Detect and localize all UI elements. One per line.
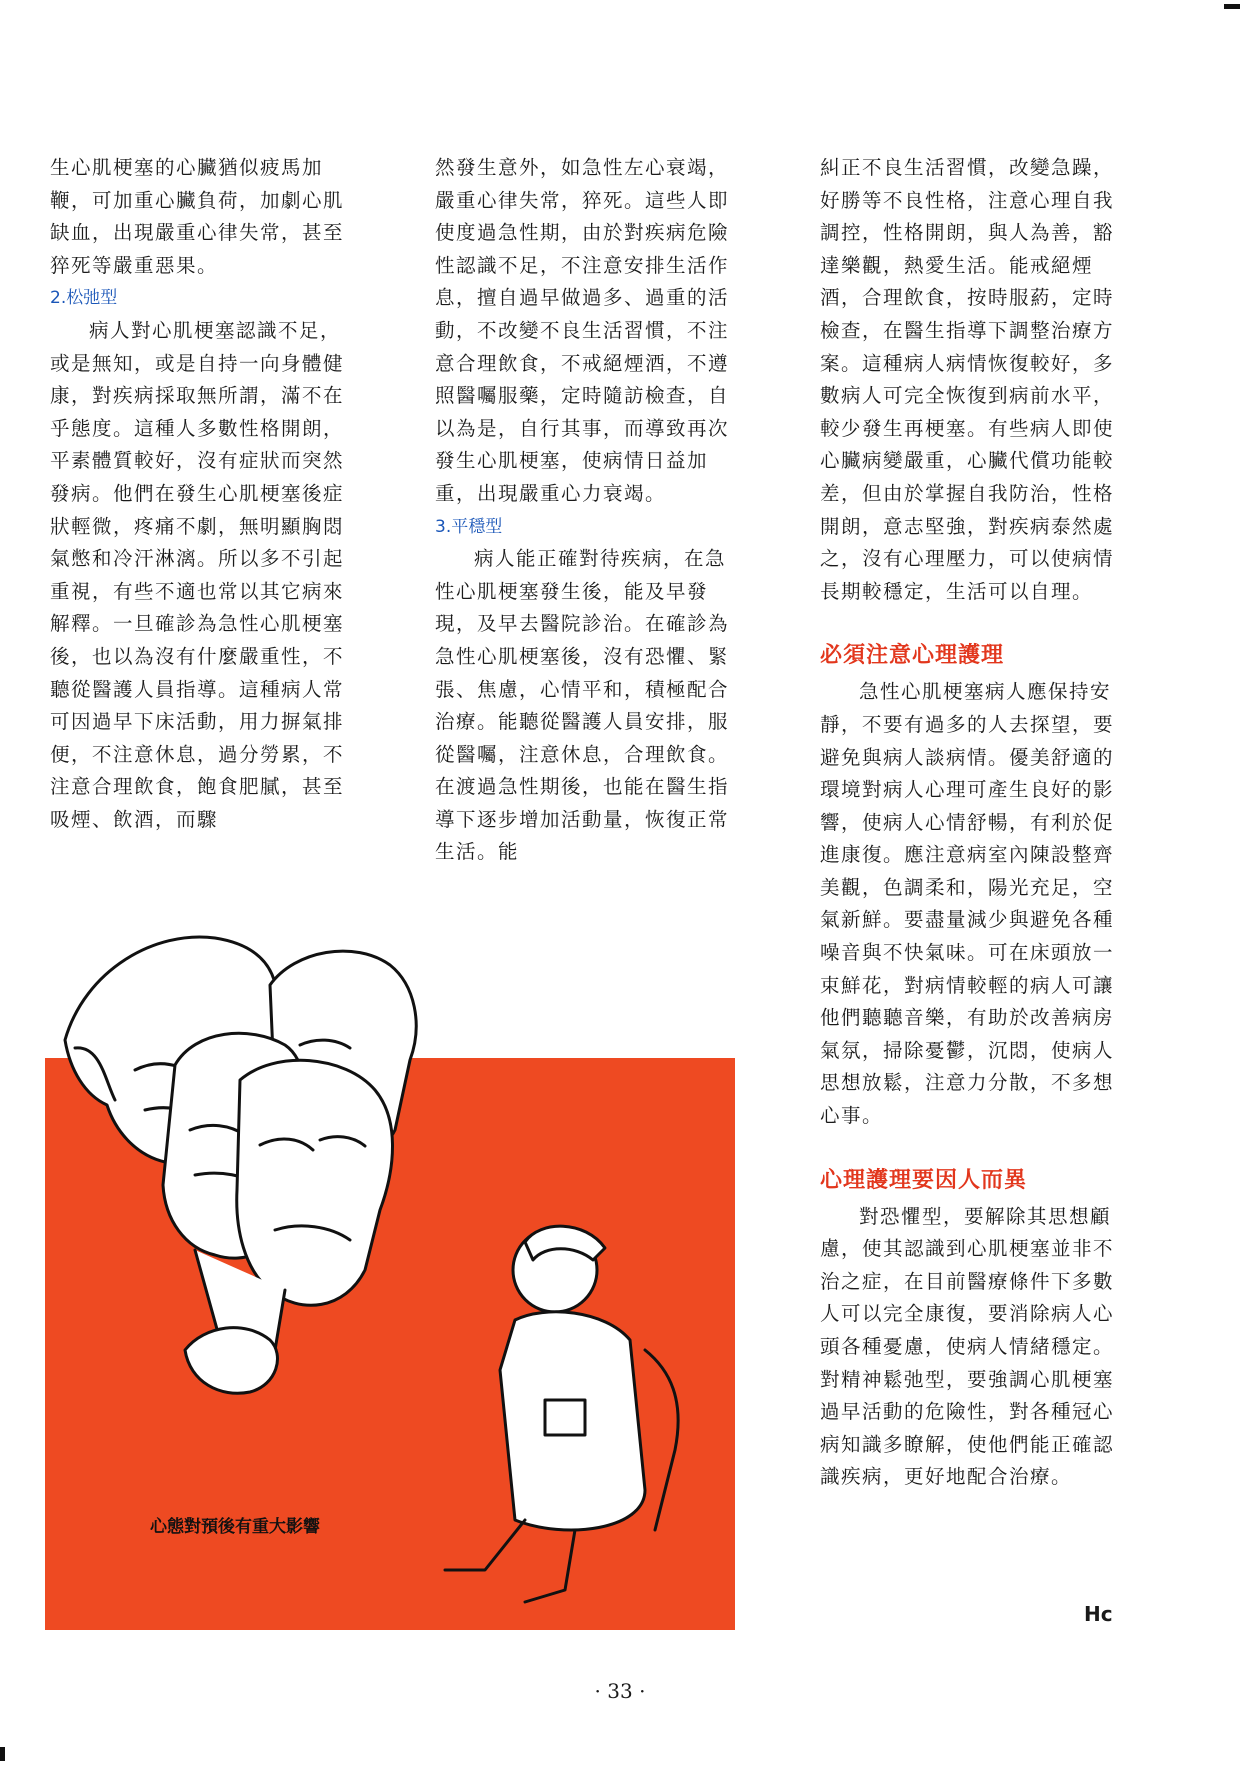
end-mark: Hc [1084,1602,1113,1626]
paragraph: 病人能正確對待疾病，在急性心肌梗塞發生後，能及早發現，及早去醫院診治。在確診為急性心肌梗塞後，沒有恐懼、緊張、焦慮，心情平和，積極配合治療。能聽從醫護人員安排，服從醫囑，注意休息，合理飲食。在渡過急性期後，也能在醫生指導下逐步增加活動量，恢復正常生活。能 [435,547,730,864]
paragraph: 對恐懼型，要解除其思想顧慮，使其認識到心肌梗塞並非不治之症，在目前醫療條件下多數人可以完全康復，要消除病人心頭各種憂慮，使病人情緒穩定。對精神鬆弛型，要強調心肌梗塞過早活動的危險性，對各種冠心病知識多瞭解，使他們能正確認識疾病，更好地配合治療。 [820,1204,1115,1489]
page-number: · 33 · [594,1679,646,1703]
paragraph: 急性心肌梗塞病人應保持安靜，不要有過多的人去探望，要避免與病人談病情。優美舒適的環境對病人心理可產生良好的影響，使病人心情舒暢，有利於促進康復。應注意病室內陳設整齊美觀，色調柔和，陽光充足，空氣新鮮。要盡量減少與避免各種噪音與不快氣味。可在床頭放一束鮮花，對病情較輕的病人可讓他們聽聽音樂，有助於改善病房氣氛，掃除憂鬱，沉悶，使病人思想放鬆，注意力分散，不多想心事。 [820,680,1115,1128]
text-column-2 [435,152,740,869]
subheading-stable-type: 3.平穩型 [435,516,503,537]
text-column-1 [50,152,350,836]
text-column-3 [820,152,1125,1494]
subheading-relaxed-type: 2.松弛型 [50,288,118,309]
scan-edge-mark [0,1747,5,1761]
illustration-caption: 心態對預後有重大影響 [150,1517,320,1537]
scan-corner-mark [1224,4,1240,9]
paragraph: 糾正不良生活習慣，改變急躁，好勝等不良性格，注意心理自我調控，性格開朗，與人為善，豁達樂觀，熱愛生活。能戒絕煙酒，合理飲食，按時服葯，定時檢查，在醫生指導下調整治療方案。這種病人病情恢復較好，多數病人可完全恢復到病前水平，較少發生再梗塞。有些病人即使心臟病變嚴重，心臟代償功能較差，但由於掌握自我防治，性格開朗，意志堅強，對疾病泰然處之，沒有心理壓力，可以使病情長期較穩定，生活可以自理。 [820,156,1115,603]
section-heading-individual-care: 心理護理要因人而異 [820,1167,1028,1193]
paragraph: 然發生意外，如急性左心衰竭，嚴重心律失常，猝死。這些人即使度過急性期，由於對疾病危險性認識不足，不注意安排生活作息，擅自過早做過多、過重的活動，不改變不良生活習慣，不注意合理飲食，不戒絕煙酒，不遵照醫囑服藥，定時隨訪檢查，自以為是，自行其事，而導致再次發生心肌梗塞，使病情日益加重，出現嚴重心力衰竭。 [435,156,730,505]
paragraph: 病人對心肌梗塞認識不足，或是無知，或是自持一向身體健康，對疾病採取無所謂，滿不在乎態度。這種人多數性格開朗，平素體質較好，沒有症狀而突然發病。他們在發生心肌梗塞後症狀輕微，疼痛不劇，無明顯胸悶氣憋和冷汗淋漓。所以多不引起重視，有些不適也常以其它病來解釋。一旦確診為急性心肌梗塞後，也以為沒有什麼嚴重性，不聽從醫護人員指導。這種病人常可因過早下床活動，用力摒氣排便，不注意休息，過分勞累，不注意合理飲食，飽食肥膩，甚至吸煙、飲酒，而驟 [50,318,345,831]
paragraph: 生心肌梗塞的心臟猶似疲馬加鞭，可加重心臟負荷，加劇心肌缺血，出現嚴重心律失常，甚至猝死等嚴重惡果。 [50,156,345,277]
section-heading-psych-care: 必須注意心理護理 [820,643,1005,669]
cartoon-illustration [45,930,735,1630]
